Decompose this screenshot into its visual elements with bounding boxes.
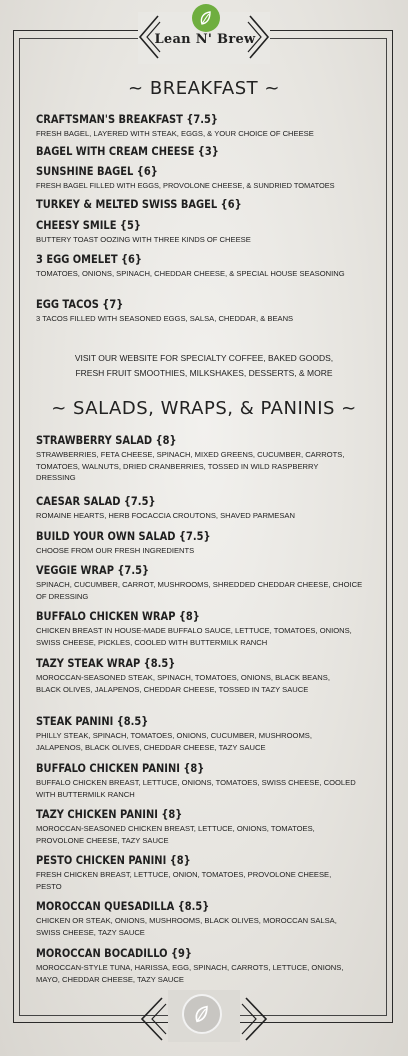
- item-description: 3 TACOS FILLED WITH SEASONED EGGS, SALSA, CHEDDAR, & BEANS: [36, 314, 294, 323]
- item-description: ROMAINE HEARTS, HERB FOCACCIA CROUTONS, SHAVED PARMESAN: [36, 511, 295, 520]
- leaf-logo-icon: [192, 4, 220, 32]
- item-name: EGG TACOS {7}: [36, 297, 124, 311]
- menu-item: [36, 656, 354, 695]
- item-description: STRAWBERRIES, FETA CHEESE, SPINACH, MIXED GREENS, CUCUMBER, CARROTS, TOMATOES, WALNUTS, DRIED CRANBERRIES, TOSSED IN WILD RASPBERRY DRESSING: [36, 450, 345, 482]
- item-description: FRESH CHICKEN BREAST, LETTUCE, ONION, TOMATOES, PROVOLONE CHEESE, PESTO: [36, 870, 332, 891]
- item-name: BUILD YOUR OWN SALAD {7.5}: [36, 529, 211, 543]
- item-name: BUFFALO CHICKEN PANINI {8}: [36, 761, 205, 775]
- menu-item: [36, 807, 361, 846]
- item-name: MOROCCAN QUESADILLA {8.5}: [36, 899, 210, 913]
- item-description: PHILLY STEAK, SPINACH, TOMATOES, ONIONS, CUCUMBER, MUSHROOMS, JALAPENOS, BLACK OLIVES, CHEDDAR CHEESE, TAZY SAUCE: [36, 731, 312, 752]
- item-name: TAZY CHICKEN PANINI {8}: [36, 807, 183, 821]
- menu-item: [36, 297, 386, 325]
- item-description: MOROCCAN-SEASONED CHICKEN BREAST, LETTUCE, ONIONS, TOMATOES, PROVOLONE CHEESE, TAZY SAUCE: [36, 824, 315, 845]
- item-description: CHICKEN OR STEAK, ONIONS, MUSHROOMS, BLACK OLIVES, MOROCCAN SALSA, SWISS CHEESE, TAZY SAUCE: [36, 916, 337, 937]
- item-name: CAESAR SALAD {7.5}: [36, 494, 156, 508]
- item-name: MOROCCAN BOCADILLO {9}: [36, 946, 192, 960]
- item-name: VEGGIE WRAP {7.5}: [36, 563, 150, 577]
- item-description: SPINACH, CUCUMBER, CARROT, MUSHROOMS, SHREDDED CHEDDAR CHEESE, CHOICE OF DRESSING: [36, 580, 363, 601]
- menu-item: [36, 714, 354, 753]
- menu-item: [36, 197, 386, 211]
- footer-leaf-logo-icon: [182, 994, 222, 1034]
- item-description: TOMATOES, ONIONS, SPINACH, CHEDDAR CHEESE, & SPECIAL HOUSE SEASONING: [36, 269, 345, 278]
- item-name: TURKEY & MELTED SWISS BAGEL {6}: [36, 197, 242, 211]
- menu-item: [36, 218, 386, 246]
- menu-item: [36, 899, 354, 938]
- menu-item: [36, 853, 336, 892]
- item-description: CHOOSE FROM OUR FRESH INGREDIENTS: [36, 546, 195, 555]
- item-name: STEAK PANINI {8.5}: [36, 714, 149, 728]
- item-description: MOROCCAN-SEASONED STEAK, SPINACH, TOMATOES, ONIONS, BLACK BEANS, BLACK OLIVES, JALAPENOS, CHEDDAR CHEESE, TOSSED IN TAZY SAUCE: [36, 673, 330, 694]
- item-name: 3 EGG OMELET {6}: [36, 252, 142, 266]
- item-name: STRAWBERRY SALAD {8}: [36, 433, 177, 447]
- menu-item: [36, 112, 386, 140]
- menu-item: [36, 529, 386, 557]
- menu-item: [36, 563, 371, 602]
- website-note-line-1: VISIT OUR WEBSITE FOR SPECIALTY COFFEE, BAKED GOODS,: [74, 353, 334, 363]
- chevron-right-icon: [240, 996, 270, 1042]
- item-name: SUNSHINE BAGEL {6}: [36, 164, 158, 178]
- item-description: FRESH BAGEL FILLED WITH EGGS, PROVOLONE CHEESE, & SUNDRIED TOMATOES: [36, 181, 335, 190]
- menu-item: [36, 609, 354, 648]
- brand-name: Lean N' Brew: [154, 32, 256, 47]
- item-name: PESTO CHICKEN PANINI {8}: [36, 853, 191, 867]
- item-name: BUFFALO CHICKEN WRAP {8}: [36, 609, 200, 623]
- menu-item: [36, 144, 386, 158]
- item-description: CHICKEN BREAST IN HOUSE-MADE BUFFALO SAUCE, LETTUCE, TOMATOES, ONIONS, SWISS CHEESE, PICKLES, COOLED WITH BUTTERMILK RANCH: [36, 626, 352, 647]
- menu-item: [36, 946, 354, 985]
- menu-item: [36, 433, 354, 484]
- menu-item: [36, 494, 386, 522]
- item-description: FRESH BAGEL, LAYERED WITH STEAK, EGGS, & YOUR CHOICE OF CHEESE: [36, 129, 314, 138]
- chevron-left-icon: [138, 996, 168, 1042]
- item-name: CRAFTSMAN'S BREAKFAST {7.5}: [36, 112, 218, 126]
- item-description: BUTTERY TOAST OOZING WITH THREE KINDS OF CHEESE: [36, 235, 251, 244]
- menu-item: [36, 164, 386, 192]
- salads-title: ~ SALADS, WRAPS, & PANINIS ~: [51, 398, 357, 419]
- menu-item: [36, 252, 346, 280]
- item-name: TAZY STEAK WRAP {8.5}: [36, 656, 176, 670]
- menu-item: [36, 761, 366, 800]
- item-name: CHEESY SMILE {5}: [36, 218, 141, 232]
- item-name: BAGEL WITH CREAM CHEESE {3}: [36, 144, 219, 158]
- breakfast-title: ~ BREAKFAST ~: [128, 78, 280, 99]
- website-note-line-2: FRESH FRUIT SMOOTHIES, MILKSHAKES, DESSERTS, & MORE: [75, 368, 333, 378]
- item-description: MOROCCAN-STYLE TUNA, HARISSA, EGG, SPINACH, CARROTS, LETTUCE, ONIONS, MAYO, CHEDDAR CHEESE, TAZY SAUCE: [36, 963, 344, 984]
- website-note: [40, 351, 368, 381]
- item-description: BUFFALO CHICKEN BREAST, LETTUCE, ONIONS, TOMATOES, SWISS CHEESE, COOLED WITH BUTTERMILK RANCH: [36, 778, 356, 799]
